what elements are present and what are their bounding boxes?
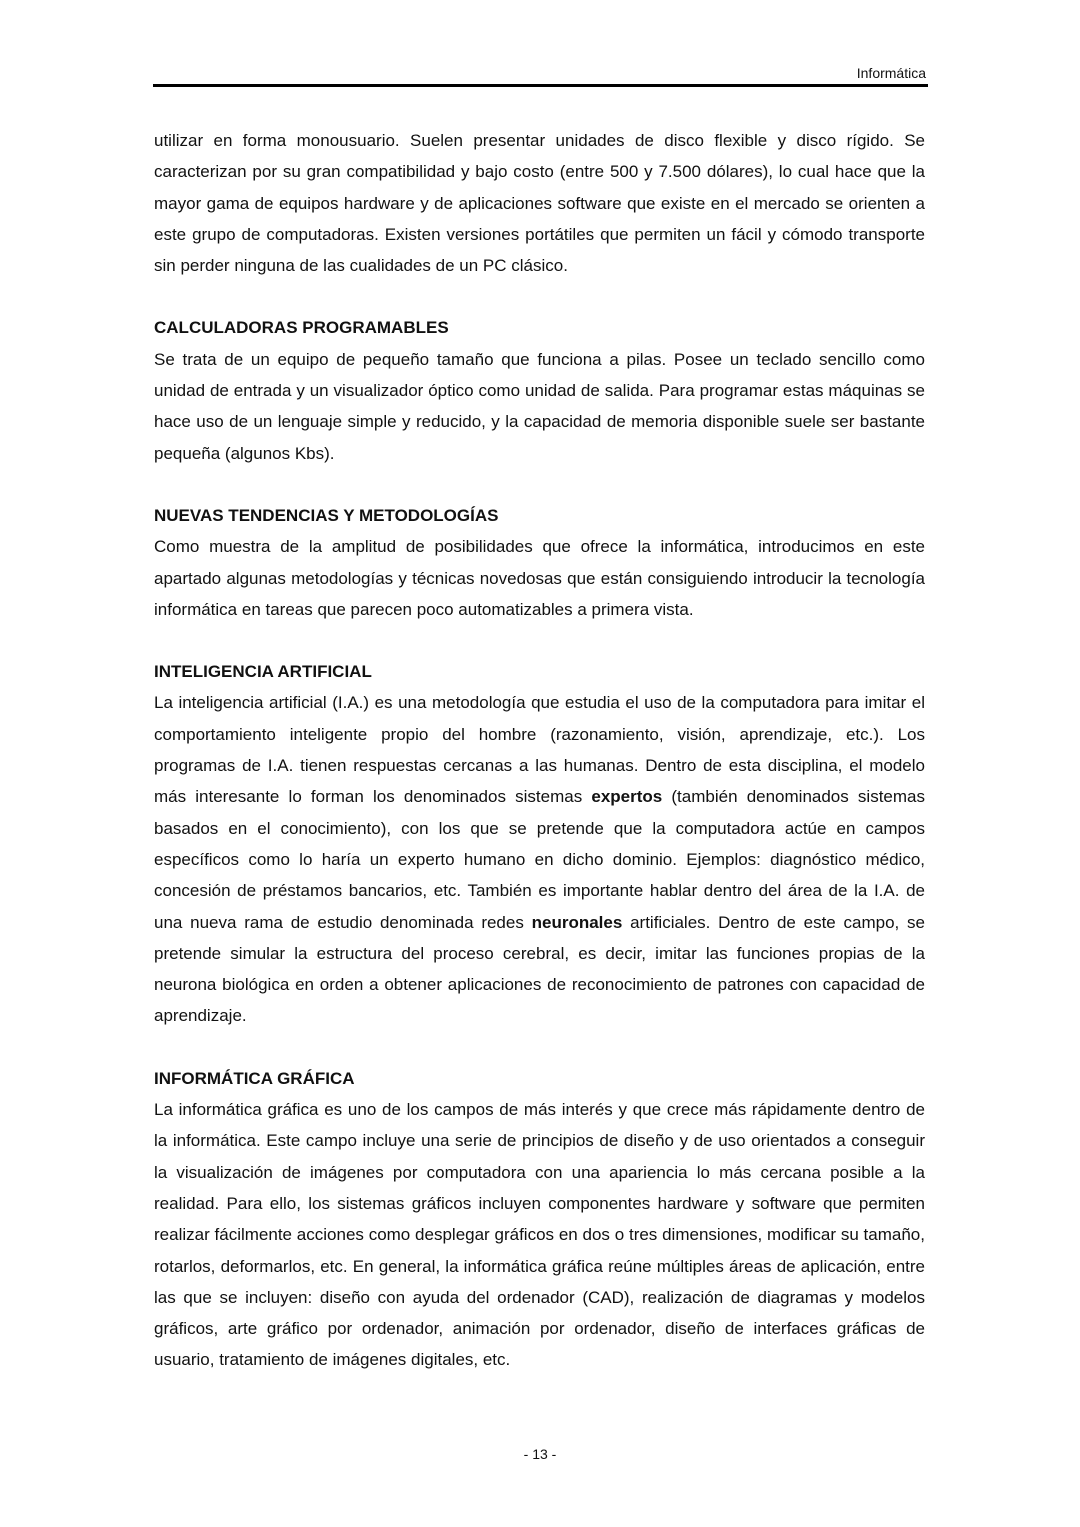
section-spacer (154, 625, 925, 656)
ia-text-part1: La inteligencia artificial (I.A.) es una metodología que estudia el uso de la computadora para imitar el comportamiento inteligente propio del hombre (razonamiento, visión, aprendizaje, etc.). Los programas de I.A. tienen respuestas cercanas a las humanas. Dentro de esta disciplina, el modelo más interesante lo forman los denominados sistemas (154, 693, 925, 807)
section-spacer (154, 1032, 925, 1063)
section-spacer (154, 281, 925, 312)
ia-text-part3: artificiales. Dentro de este campo, se pretende simular la estructura del proceso cerebral, es decir, imitar las funciones propias de la neurona biológica en orden a obtener aplicaciones de reconocimiento de patrones con capacidad de aprendizaje. (154, 912, 925, 1026)
header-title: Informática (856, 65, 926, 81)
ia-text-part2: (también denominados sistemas basados en el conocimiento), con los que se pretende que la computadora actúe en campos específicos como lo haría un experto humano en dicho dominio. Ejemplos: diagnóstico médico, concesión de préstamos bancarios, etc. También es importante hablar dentro del área de la I.A. de una nueva rama de estudio denominada redes (154, 787, 925, 932)
calculadoras-heading: CALCULADORAS PROGRAMABLES (154, 318, 449, 338)
inteligencia-artificial-paragraph (154, 687, 925, 1031)
page-number: - 13 - (523, 1446, 557, 1462)
inteligencia-artificial-heading: INTELIGENCIA ARTIFICIAL (154, 662, 372, 682)
ia-bold-expertos: expertos (591, 787, 663, 807)
intro-paragraph: utilizar en forma monousuario. Suelen presentar unidades de disco flexible y disco rígido. Se caracterizan por su gran compatibilidad y bajo costo (entre 500 y 7.500 dólares), lo cual hace que la mayor gama de equipos hardware y de aplicaciones software que existe en el mercado se orienten a este grupo de computadoras. Existen versiones portátiles que permiten un fácil y cómodo transporte sin perder ninguna de las cualidades de un PC clásico. (154, 131, 925, 276)
nuevas-tendencias-paragraph: Como muestra de la amplitud de posibilidades que ofrece la informática, introducimos en este apartado algunas metodologías y técnicas novedosas que están consiguiendo introducir la tecnología informática en tareas que parecen poco automatizables a primera vista. (154, 537, 925, 619)
section-spacer (154, 469, 925, 500)
informatica-grafica-paragraph: La informática gráfica es uno de los campos de más interés y que crece más rápidamente dentro de la informática. Este campo incluye una serie de principios de diseño y de uso orientados a conseguir la visualización de imágenes por computadora con una apariencia lo más cercana posible a la realidad. Para ello, los sistemas gráficos incluyen componentes hardware y software que permiten realizar fácilmente acciones como desplegar gráficos en dos o tres dimensiones, modificar su tamaño, rotarlos, deformarlos, etc. En general, la informática gráfica reúne múltiples áreas de aplicación, entre las que se incluyen: diseño con ayuda del ordenador (CAD), realización de diagramas y modelos gráficos, arte gráfico por ordenador, animación por ordenador, diseño de interfaces gráficas de usuario, tratamiento de imágenes digitales, etc. (154, 1100, 925, 1370)
page-body (154, 125, 925, 1376)
page-header (153, 62, 928, 87)
informatica-grafica-heading: INFORMÁTICA GRÁFICA (154, 1068, 355, 1088)
ia-bold-neuronales: neuronales (531, 912, 623, 932)
nuevas-tendencias-heading: NUEVAS TENDENCIAS Y METODOLOGÍAS (154, 505, 499, 525)
calculadoras-paragraph: Se trata de un equipo de pequeño tamaño que funciona a pilas. Posee un teclado sencillo como unidad de entrada y un visualizador óptico como unidad de salida. Para programar estas máquinas se hace uso de un lenguaje simple y reducido, y la capacidad de memoria disponible suele ser bastante pequeña (algunos Kbs). (154, 349, 925, 463)
